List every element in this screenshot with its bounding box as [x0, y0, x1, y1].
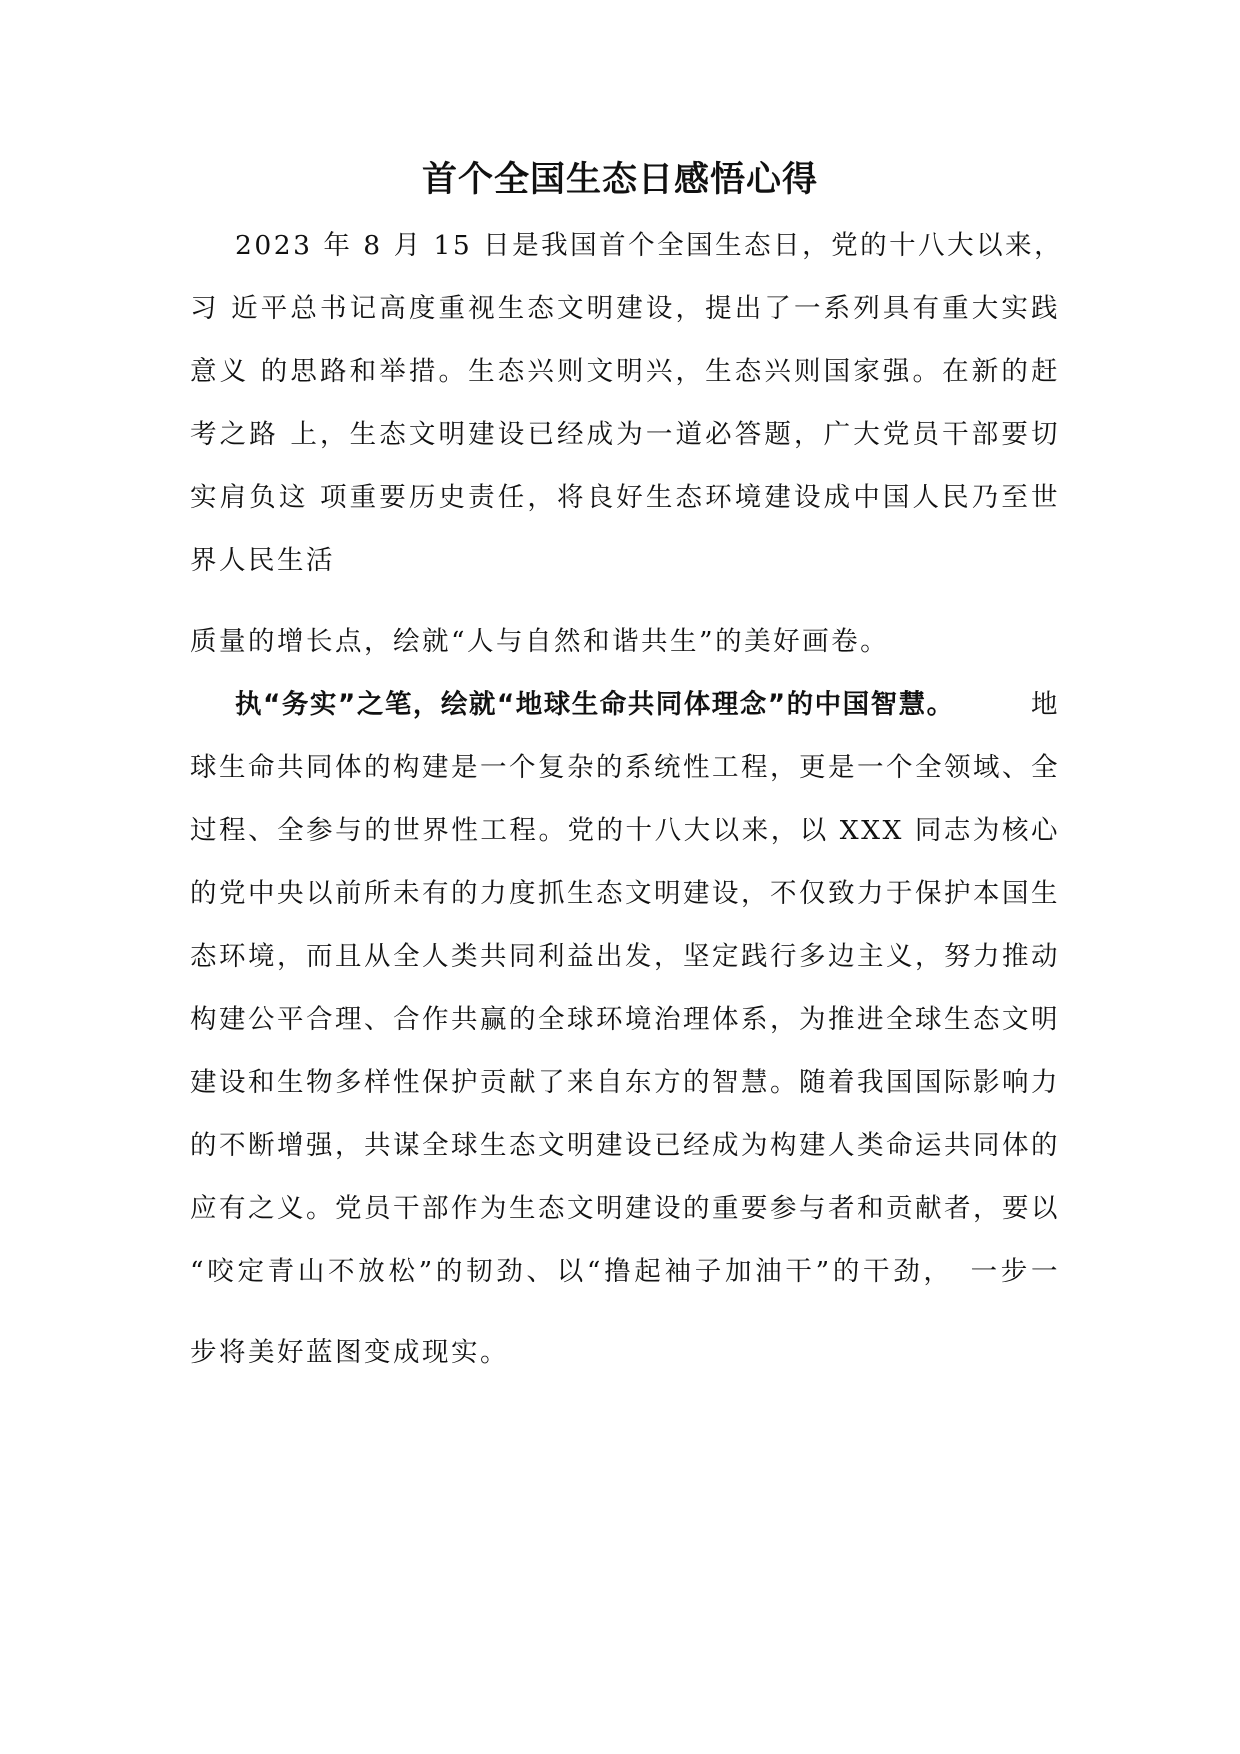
document-title: 首个全国生态日感悟心得 — [421, 160, 818, 200]
paragraph-2-line-3: 过程、全参与的世界性工程。党的十八大以来，以 XXX 同志为核心 — [190, 815, 1060, 846]
paragraph-2-line-9: 应有之义。党员干部作为生态文明建设的重要参与者和贡献者，要以 — [190, 1193, 1060, 1224]
paragraph-2-first-line-tail: 地 — [1031, 689, 1060, 720]
paragraph-2-line-10: “咬定青山不放松”的韧劲、以“撸起袖子加油干”的干劲， 一步一 — [190, 1256, 1060, 1287]
paragraph-1-line-5: 实肩负这 项重要历史责任，将良好生态环境建设成中国人民乃至世 — [190, 482, 1060, 513]
paragraph-1-line-7: 质量的增长点，绘就“人与自然和谐共生”的美好画卷。 — [190, 626, 890, 657]
paragraph-2-line-4: 的党中央以前所未有的力度抓生态文明建设，不仅致力于保护本国生 — [190, 878, 1060, 909]
paragraph-2-line-2: 球生命共同体的构建是一个复杂的系统性工程，更是一个全领域、全 — [190, 752, 1060, 783]
paragraph-2-line-8: 的不断增强，共谋全球生态文明建设已经成为构建人类命运共同体的 — [190, 1130, 1060, 1161]
paragraph-1-line-1: 2023 年 8 月 15 日是我国首个全国生态日，党的十八大以来， — [235, 230, 1064, 261]
paragraph-2-line-5: 态环境，而且从全人类共同利益出发，坚定践行多边主义，努力推动 — [190, 941, 1060, 972]
paragraph-2-line-1 — [235, 685, 1060, 725]
paragraph-1-line-3: 意义 的思路和举措。生态兴则文明兴，生态兴则国家强。在新的赶 — [190, 356, 1060, 387]
paragraph-2-line-6: 构建公平合理、合作共赢的全球环境治理体系，为推进全球生态文明 — [190, 1004, 1060, 1035]
paragraph-2-line-11: 步将美好蓝图变成现实。 — [190, 1337, 509, 1368]
paragraph-2-line-7: 建设和生物多样性保护贡献了来自东方的智慧。随着我国国际影响力 — [190, 1067, 1060, 1098]
paragraph-2-heading: 执“务实”之笔，绘就“地球生命共同体理念”的中国智慧。 — [235, 689, 955, 720]
paragraph-1-line-6: 界人民生活 — [190, 545, 335, 576]
paragraph-1-line-4: 考之路 上，生态文明建设已经成为一道必答题，广大党员干部要切 — [190, 419, 1060, 450]
paragraph-1-line-2: 习 近平总书记高度重视生态文明建设，提出了一系列具有重大实践 — [190, 293, 1060, 324]
